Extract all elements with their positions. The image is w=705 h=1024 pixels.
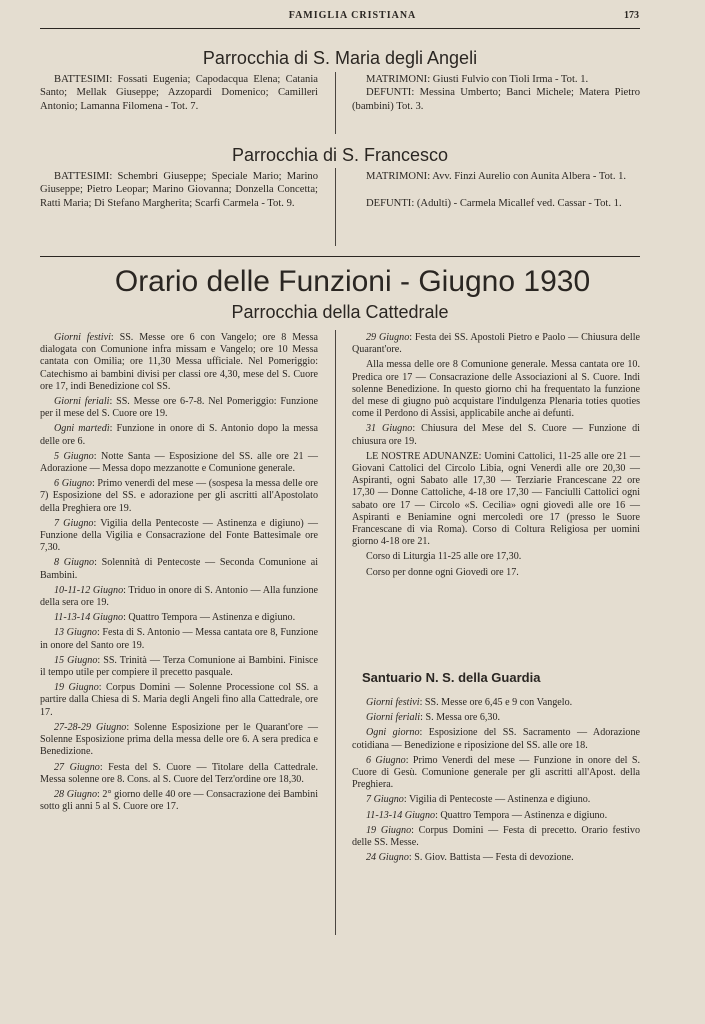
section2-right-text — [352, 170, 640, 211]
section-title-s-maria: Parrocchia di S. Maria degli Angeli — [202, 48, 478, 68]
entry-text: : Quattro Tempora — Astinenza e digiuno. — [123, 612, 296, 624]
schedule-entry — [40, 789, 318, 813]
entry-text: : Solenne Esposizione per le Quarant'ore — Solenne Esposizione prima della messa delle ore 6. A sera predica e Benedizione. — [40, 721, 318, 758]
entry-date: Giorni festivi — [54, 332, 111, 343]
entry-date: 28 Giugno — [54, 788, 97, 800]
entry-date: 19 Giugno — [366, 824, 412, 836]
schedule-entry — [40, 396, 318, 420]
schedule-entry — [352, 332, 640, 356]
entry-date: 27-28-29 Giugno — [54, 721, 127, 733]
entry-date: 31 Giugno — [366, 423, 413, 435]
entry-text: : Primo Venerdì del mese — Funzione in onore del S. Cuore di Gesù. Comunione generale per gli ascritti all'Apost. della Preghiera. — [352, 754, 640, 791]
entry-text: Corso di Liturgia 11-25 alle ore 17,30. — [366, 551, 522, 563]
entry-date: 6 Giugno — [54, 478, 92, 490]
entry-text: : Triduo in onore di S. Antonio — Alla funzione della sera ore 19. — [40, 584, 318, 609]
schedule-entry — [352, 567, 640, 579]
schedule-entry — [40, 627, 318, 651]
entry-date: 10-11-12 Giugno — [54, 584, 124, 596]
schedule-entry — [352, 551, 640, 563]
entry-date: 15 Giugno — [54, 654, 98, 666]
section-rule — [40, 256, 640, 257]
entry-date: 7 Giugno — [366, 794, 404, 806]
entry-text: : S. Giov. Battista — Festa di devozione. — [408, 852, 574, 864]
santuario-title: Santuario N. S. della Guardia — [362, 670, 541, 685]
entry-date: Ogni giorno — [366, 727, 420, 739]
entry-date: 29 Giugno — [366, 332, 410, 343]
schedule-entry — [40, 332, 318, 393]
main-subtitle: Parrocchia della Cattedrale — [231, 302, 449, 322]
section1-right-text — [352, 73, 640, 113]
entry-date: 5 Giugno — [54, 450, 94, 462]
schedule-entry — [352, 794, 640, 806]
entry-text: : Corpus Domini — Solenne Processione col SS. a partire dalla Chiesa di S. Maria degli Angeli fino alla Cattedrale, ore 17. — [40, 682, 319, 718]
entry-date: 11-13-14 Giugno — [54, 612, 124, 624]
schedule-entry — [40, 451, 318, 475]
main-title: Orario delle Funzioni - Giugno 1930 — [114, 265, 591, 298]
section1-left-text — [40, 73, 318, 113]
section1-marriages: MATRIMONI: Giusti Fulvio con Tioli Irma - Tot. 1. — [366, 74, 589, 85]
column-divider — [335, 168, 336, 246]
section2-marriages: MATRIMONI: Avv. Finzi Aurelio con Aunita Albera - Tot. 1. — [366, 171, 627, 182]
entry-text: : S. Messa ore 6,30. — [420, 712, 501, 724]
entry-text: : Festa del S. Cuore — Titolare della Cattedrale. Messa solenne ore 8. Cons. al S. Cuore del Terz'ordine ore 18,30. — [40, 761, 318, 785]
entry-text: : SS. Messe ore 6-7-8. Nel Pomeriggio: Funzione per il mese del S. Cuore ore 19. — [40, 396, 318, 420]
entry-text: : Chiusura del Mese del S. Cuore — Funzione di chiusura ore 19. — [352, 423, 640, 447]
entry-date: 11-13-14 Giugno — [366, 809, 436, 821]
entry-text: : Notte Santa — Esposizione del SS. alle ore 21 — Adorazione — Messa dopo mezzanotte e Comunione generale. — [40, 450, 318, 475]
schedule-entry — [352, 423, 640, 447]
schedule-entry — [352, 825, 640, 849]
column-divider — [335, 330, 336, 935]
entry-date: 6 Giugno — [366, 754, 406, 766]
schedule-entry — [40, 612, 318, 624]
entry-date: 24 Giugno — [366, 852, 409, 864]
cathedral-schedule-left — [40, 332, 318, 816]
page-number: 173 — [624, 10, 639, 21]
schedule-entry — [40, 423, 318, 447]
schedule-entry — [40, 722, 318, 759]
schedule-entry — [352, 852, 640, 864]
entry-date: 8 Giugno — [54, 557, 95, 569]
entry-text: : SS. Messe ore 6 con Vangelo; ore 8 Messa dialogata con Comunione infra missam e Vangelo; ore 10 Messa cantata con Omilia; ore 11,30 Messa ufficiale. Nel Pomeriggio: Catechismo ai bambini divisi per classi ore 4,30, mese del S. Cuore ore 17, indi Benedizione col SS. — [40, 332, 318, 392]
header-rule — [40, 28, 640, 29]
entry-text: Corso per donne ogni Giovedì ore 17. — [366, 566, 519, 578]
entry-text: : Quattro Tempora — Astinenza e digiuno. — [435, 809, 608, 821]
cathedral-schedule-right — [352, 332, 640, 582]
section2-left-text — [40, 170, 318, 210]
schedule-entry — [40, 478, 318, 515]
entry-text: : Primo venerdì del mese — (sospesa la messa delle ore 7) Esposizione del SS. e adorazione per gli ascritti all'Apostolato della Preghiera ore 19. — [40, 478, 318, 514]
entry-text: : Festa di S. Antonio — Messa cantata ore 8, Funzione in onore del Santo ore 19. — [40, 627, 318, 651]
entry-text: : Esposizione del SS. Sacramento — Adorazione cotidiana — Benedizione e riposizione del SS. alle ore 18. — [352, 727, 640, 751]
schedule-entry — [40, 682, 318, 719]
schedule-entry — [352, 727, 640, 751]
entry-text: : 2° giorno delle 40 ore — Consacrazione dei Bambini sotto gli anni 5 al S. Cuore ore 17. — [40, 788, 318, 813]
schedule-entry — [40, 557, 318, 581]
entry-text: : Solennità di Pentecoste — Seconda Comunione ai Bambini. — [40, 557, 318, 581]
entry-text: : Funzione in onore di S. Antonio dopo la messa delle ore 6. — [40, 423, 318, 447]
entry-text: : Festa dei SS. Apostoli Pietro e Paolo — Chiusura delle Quarant'ore. — [352, 332, 640, 356]
schedule-entry — [352, 810, 640, 822]
entry-date: Giorni feriali — [366, 712, 421, 724]
section2-deaths: DEFUNTI: (Adulti) - Carmela Micallef ved. Cassar - Tot. 1. — [366, 198, 622, 210]
entry-text: : SS. Trinità — Terza Comunione ai Bambini. Finisce il tempo utile per compiere il precetto pasquale. — [40, 654, 318, 679]
section1-baptisms: BATTESIMI: Fossati Eugenia; Capodacqua Elena; Catania Santo; Mellak Giuseppe; Azzopardi Domenico; Camilleri Antonio; Lamanna Filomena - Tot. 7. — [40, 74, 318, 112]
entry-date: 13 Giugno — [54, 627, 97, 639]
section1-deaths: DEFUNTI: Messina Umberto; Banci Michele; Matera Pietro (bambini) Tot. 3. — [352, 87, 640, 112]
entry-date: Giorni festivi — [366, 697, 420, 708]
entry-text: : Vigilia della Pentecoste — Astinenza e digiuno) — Funzione della Vigilia e Consacrazione del Fonte Battesimale ore 7,30. — [40, 517, 318, 554]
entry-text: : Vigilia di Pentecoste — Astinenza e digiuno. — [403, 794, 591, 806]
entry-date: 7 Giugno — [54, 517, 94, 529]
entry-date: 19 Giugno — [54, 682, 99, 694]
entry-text: LE NOSTRE ADUNANZE: Uomini Cattolici, 11-25 alle ore 21 — Giovani Cattolici del Circolo Libia, ogni Venerdì alle ore 20,30 — Aspiranti, ogni Sabato alle 17,30 — Terziarie Francescane 22 ore 17,30 — Donne Cattoliche, 4-18 ore 17,30 — Fanciulli Cattolici ogni sabato ore 17 — Circolo «S. Cecilia» ogni giovedì alle ore 16 — Aspiranti e Beniamine ogni mercoledì ore 17 (presso le Suore Francescane di via Roma). Corso di Coltura Religiosa per uomini giorno 4-18 ore 21. — [352, 450, 640, 548]
schedule-entry — [40, 655, 318, 679]
section-title-s-francesco: Parrocchia di S. Francesco — [231, 145, 449, 165]
schedule-entry — [40, 762, 318, 786]
column-divider — [335, 72, 336, 134]
entry-text: : SS. Messe ore 6,45 e 9 con Vangelo. — [419, 697, 573, 708]
entry-text: : Corpus Domini — Festa di precetto. Orario festivo delle SS. Messe. — [352, 824, 640, 849]
schedule-entry — [352, 755, 640, 792]
entry-date: Ogni martedì — [54, 423, 110, 435]
schedule-entry — [352, 359, 640, 420]
entry-date: Giorni feriali — [54, 396, 110, 408]
schedule-entry — [352, 451, 640, 549]
section2-baptisms: BATTESIMI: Schembri Giuseppe; Speciale Mario; Marino Giuseppe; Pietro Leopar; Marino Giovanna; Donzella Concetta; Ratti Maria; Di Stefano Margherita; Scarfi Carmela - Tot. 9. — [40, 171, 318, 209]
running-header: FAMIGLIA CRISTIANA — [288, 10, 417, 21]
schedule-entry — [352, 697, 640, 709]
santuario-schedule — [352, 697, 640, 867]
entry-date: 27 Giugno — [54, 761, 100, 773]
entry-text: Alla messa delle ore 8 Comunione generale. Messa cantata ore 10. Predica ore 17 — Consacrazione delle Associazioni al S. Cuore. Indi solenne Benedizione. In questo giorno chi ha frequentato la funzione del mese di giugno può acquistare l'indulgenza Plenaria toties quoties come il Perdono di Assisi, applicabile anche ai defunti. — [352, 359, 640, 420]
schedule-entry — [40, 518, 318, 555]
schedule-entry — [40, 585, 318, 609]
schedule-entry — [352, 712, 640, 724]
